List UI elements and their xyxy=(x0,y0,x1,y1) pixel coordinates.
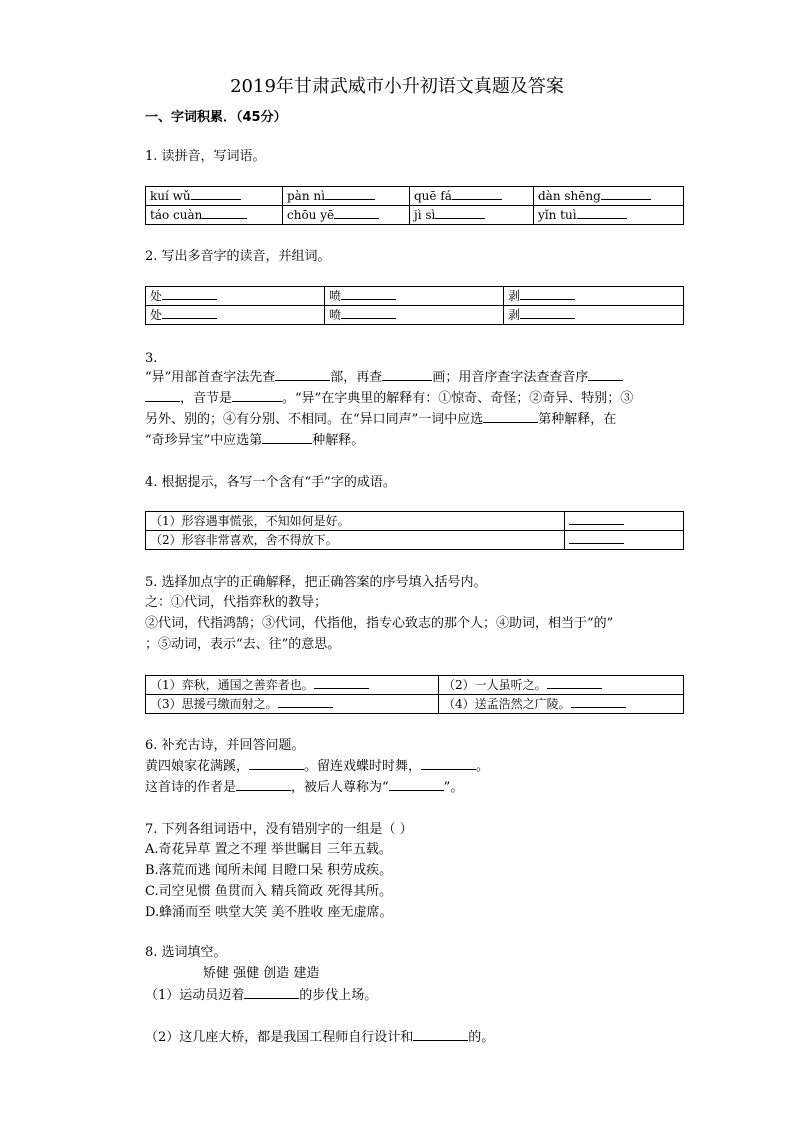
table-row xyxy=(146,287,684,306)
q7-option-d[interactable]: D.蜂涌而至 哄堂大笑 美不胜收 座无虚席。 xyxy=(145,905,393,920)
answer-blank[interactable] xyxy=(262,431,312,444)
answer-blank[interactable] xyxy=(278,695,333,708)
answer-blank[interactable] xyxy=(413,1028,468,1041)
text: 种解释。 xyxy=(312,433,365,448)
text: 画；用音序查字法查查音序 xyxy=(432,370,589,385)
answer-blank[interactable] xyxy=(341,287,396,300)
q4-prompt: 4. 根据提示，各写一个含有“手”字的成语。 xyxy=(145,475,396,490)
q7-option-c[interactable]: C.司空见惯 鱼贯而入 精兵简政 死得其所。 xyxy=(145,884,393,899)
answer-blank[interactable] xyxy=(435,206,485,219)
answer-blank[interactable] xyxy=(341,306,396,319)
answer-blank[interactable] xyxy=(389,778,444,791)
q8-word-bank: 矫健 强健 创造 建造 xyxy=(203,966,320,981)
answer-blank[interactable] xyxy=(588,368,623,381)
q2-table xyxy=(145,286,684,325)
answer-blank[interactable] xyxy=(520,306,575,319)
answer-blank[interactable] xyxy=(162,287,217,300)
q3-line xyxy=(145,388,633,409)
answer-blank[interactable] xyxy=(191,187,241,200)
text: “奇珍异宝”中应选第 xyxy=(145,433,263,448)
text: ，音节是 xyxy=(180,391,233,406)
table-row xyxy=(146,676,684,695)
answer-blank[interactable] xyxy=(569,512,624,525)
answer-blank[interactable] xyxy=(483,410,538,423)
answer-blank[interactable] xyxy=(569,531,624,544)
text: 。留连戏蝶时时舞， xyxy=(304,759,422,774)
text: 另外、别的；④有分别、不相同。在“异口同声”一词中应选 xyxy=(145,412,484,427)
answer-cell[interactable] xyxy=(565,512,684,531)
q3-line xyxy=(145,409,616,430)
answer-blank[interactable] xyxy=(452,187,502,200)
pinyin-cell: pàn nì xyxy=(287,189,325,203)
q5-table xyxy=(145,675,684,714)
text: 。“异”在字典里的解释有：①惊奇、奇怪；②奇异、特别；③ xyxy=(282,391,634,406)
char-cell: 剥 xyxy=(508,308,521,322)
text: ”。 xyxy=(443,780,464,795)
text: 的步伐上场。 xyxy=(299,988,378,1003)
q7-option-b[interactable]: B.落荒而逃 闻所未闻 目瞪口呆 积劳成疾。 xyxy=(145,863,393,878)
q5-prompt: 5. 选择加点字的正确解释，把正确答案的序号填入括号内。 xyxy=(145,575,487,590)
q8-prompt: 8. 选词填空。 xyxy=(145,945,227,960)
answer-blank[interactable] xyxy=(275,368,330,381)
text: （1）运动员迈着 xyxy=(145,988,245,1003)
sentence-cell: （1）弈秋，通国之善弈者也。 xyxy=(150,678,314,692)
q8-sentence xyxy=(145,1027,494,1048)
q5-line: 之：①代词，代指弈秋的教导； xyxy=(145,595,328,610)
answer-blank[interactable] xyxy=(325,187,375,200)
q5-line: ②代词，代指鸿鹄；③代词，代指他，指专心致志的那个人；④助词，相当于“的” xyxy=(145,616,614,631)
q3-line xyxy=(145,430,364,451)
page-title: 2019年甘肃武威市小升初语文真题及答案 xyxy=(230,76,564,97)
q7-prompt: 7. 下列各组词语中，没有错别字的一组是（ ） xyxy=(145,822,413,837)
char-cell: 喷 xyxy=(329,289,342,303)
answer-blank[interactable] xyxy=(577,206,627,219)
text: 这首诗的作者是 xyxy=(145,780,237,795)
text: “异”用部首查字法先查 xyxy=(145,370,276,385)
q3-line xyxy=(145,367,623,388)
pinyin-cell: jì sì xyxy=(414,208,436,222)
table-row xyxy=(146,306,684,325)
table-row xyxy=(146,531,684,550)
answer-blank[interactable] xyxy=(334,206,379,219)
section-heading: 一、字词积累．（45分） xyxy=(145,110,287,125)
q6-line xyxy=(145,777,463,798)
pinyin-cell: quē fá xyxy=(414,189,452,203)
answer-blank[interactable] xyxy=(571,695,626,708)
q2-prompt: 2. 写出多音字的读音，并组词。 xyxy=(145,249,331,264)
answer-cell[interactable] xyxy=(565,531,684,550)
answer-blank[interactable] xyxy=(244,986,299,999)
pinyin-cell: chōu yē xyxy=(287,208,335,222)
text: 部，再查 xyxy=(330,370,383,385)
char-cell: 剥 xyxy=(508,289,521,303)
table-row xyxy=(146,187,684,206)
answer-blank[interactable] xyxy=(162,306,217,319)
answer-blank[interactable] xyxy=(249,757,304,770)
answer-blank[interactable] xyxy=(520,287,575,300)
q7-option-a[interactable]: A.奇花异草 置之不理 举世瞩目 三年五载。 xyxy=(145,842,392,857)
answer-blank[interactable] xyxy=(232,389,282,402)
text: （2）这几座大桥，都是我国工程师自行设计和 xyxy=(145,1030,414,1045)
sentence-cell: （2）一人虽听之。 xyxy=(443,678,547,692)
q4-table xyxy=(145,511,684,550)
text: 。 xyxy=(476,759,490,774)
table-row xyxy=(146,512,684,531)
answer-blank[interactable] xyxy=(382,368,432,381)
q8-sentence xyxy=(145,985,377,1006)
pinyin-cell: dàn shēng xyxy=(538,189,601,203)
q1-pinyin-table xyxy=(145,186,684,225)
pinyin-cell: yǐn tuì xyxy=(538,208,577,222)
answer-blank[interactable] xyxy=(202,206,247,219)
text: 第种解释，在 xyxy=(538,412,617,427)
text: 的。 xyxy=(468,1030,495,1045)
char-cell: 喷 xyxy=(329,308,342,322)
pinyin-cell: kuí wǔ xyxy=(150,189,191,203)
hint-cell: （1）形容遇事慌张，不知如何是好。 xyxy=(146,512,565,531)
answer-blank[interactable] xyxy=(314,676,369,689)
answer-blank[interactable] xyxy=(601,187,651,200)
text: 黄四娘家花满蹊， xyxy=(145,759,250,774)
hint-cell: （2）形容非常喜欢，舍不得放下。 xyxy=(146,531,565,550)
q1-prompt: 1. 读拼音，写词语。 xyxy=(145,149,266,164)
q6-prompt: 6. 补充古诗，并回答问题。 xyxy=(145,738,305,753)
sentence-cell: （3）思援弓缴而射之。 xyxy=(150,697,278,711)
char-cell: 处 xyxy=(150,308,163,322)
char-cell: 处 xyxy=(150,289,163,303)
q5-line: ；⑤动词，表示“去、往”的意思。 xyxy=(145,637,341,652)
sentence-cell: （4）送孟浩然之广陵。 xyxy=(443,697,571,711)
answer-blank[interactable] xyxy=(145,389,180,402)
pinyin-cell: táo cuàn xyxy=(150,208,203,222)
table-row xyxy=(146,206,684,225)
table-row xyxy=(146,695,684,714)
answer-blank[interactable] xyxy=(236,778,291,791)
q3-number: 3. xyxy=(145,351,158,366)
text: ，被后人尊称为“ xyxy=(291,780,389,795)
answer-blank[interactable] xyxy=(547,676,602,689)
answer-blank[interactable] xyxy=(421,757,476,770)
q6-line xyxy=(145,756,489,777)
